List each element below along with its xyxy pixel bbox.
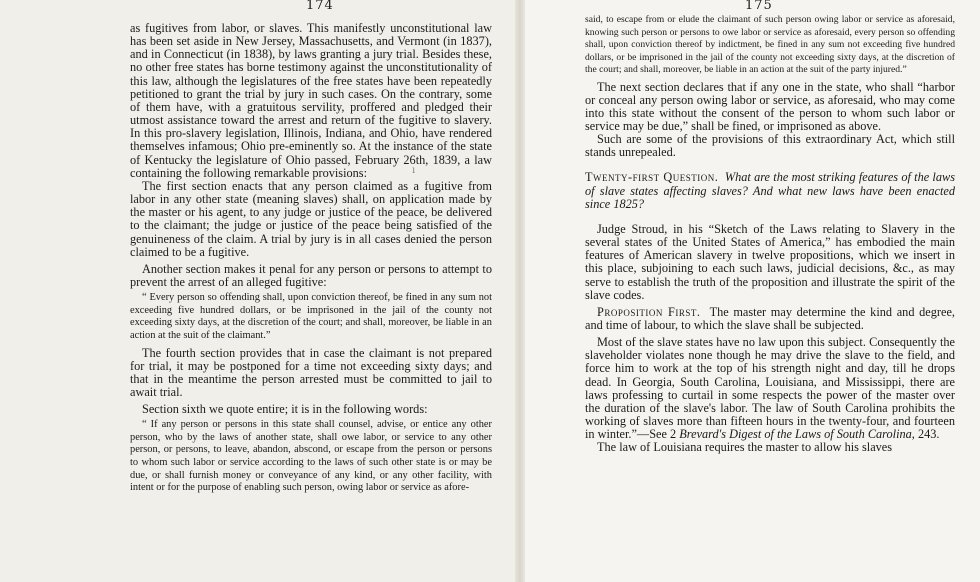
question-heading xyxy=(585,171,955,210)
left-quote-2: “ If any person or persons in this state shall counsel, advise, or entice any other person, who by the laws of another state, shall owe labor, or service to any other person, or persons, to leave, abandon, abscond, or escape from the person or persons to whom such labor or service according to the laws of such other state is or may be due, or shall furnish money or conveyance of any kind, or any other facility, with intent or for the purpose of enabling such person, owing labor or service as afore- xyxy=(130,419,492,494)
left-paragraph-3: Another section makes it penal for any person or persons to attempt to prevent the arrest of an alleged fugitive: xyxy=(130,261,492,289)
right-paragraph-1: The next section declares that if any one in the state, who shall “harbor or conceal any person owing labor or service, as aforesaid, who may come into this state without the consent of the person to whom such labor or service may be due,” shall be fined, or imprisoned as above. xyxy=(585,79,955,133)
right-paragraph-2: Such are some of the provisions of this extraordinary Act, which still stands unrepealed. xyxy=(585,132,955,160)
left-quote-1: “ Every person so offending shall, upon conviction thereof, be fined in any sum not exceeding five hundred dollars, or be imprisoned in the jail of the county not exceeding sixty days, at the discretion of the court; and shall, moreover, be liable in an action at the suit of the claimant.” xyxy=(130,292,492,341)
left-paragraph-1: as fugitives from labor, or slaves. This manifestly unconstitutional law has been set aside in New Jersey, Massachusetts, and Vermont (in 1837), and in Connecticut (in 1838), by laws granting a jury trial. Besides these, no other free states has borne testimony against the unconstitutionality of this law, although the legislatures of the free states have been repeatedly petitioned to grant the trial by jury in such cases. On the contrary, some of them have, with a gratuitous servility, proffered and pledged their utmost assistance toward the arrest and return of the fugitive to slavery. In this pro-slavery legislation, Illinois, Indiana, and Ohio, have rendered themselves infamous; Ohio pre-eminently so. At the instance of the state of Kentucky the legislature of Ohio passed, February 26th, 1839, a law containing the following remarkable provisions: xyxy=(130,21,492,180)
question-text: What are the most striking features of the laws of slave states affecting slaves? And what new laws have been enacted since 1825? xyxy=(585,170,955,211)
right-paragraph-5: The law of Louisiana requires the master to allow his slaves xyxy=(597,440,893,455)
right-paragraph-4-text: Most of the slave states have no law upon this subject. Consequently the slaveholder violates none though he may drive the slave to the field, and force him to work at the top of his strength night and day, till he drops dead. In Georgia, South Carolina, Louisiana, and Mississippi, there are laws professing to curtail in some respects the power of the master over the duration of the slave's labor. The law of South Carolina prohibits the working of slaves more than fifteen hours in the twenty-four, and fourteen in winter.”—See 2 xyxy=(585,335,955,442)
question-label: Twenty-first Question. xyxy=(585,170,719,185)
left-column xyxy=(130,22,492,499)
proposition-label: Proposition First. xyxy=(597,304,701,319)
brevard-citation: Brevard's Digest of the Laws of South Carolina xyxy=(679,427,912,442)
proposition-first xyxy=(585,306,955,332)
left-paragraph-2: The first section enacts that any person claimed as a fugitive from labor in any other state (meaning slaves) shall, on application made by the master or his agent, to any judge or justice of the peace, be delivered to the claimant; the judge or justice of the peace being satisfied of the genuineness of the claim. A trial by jury is in all cases denied the person claimed to be a fugitive. xyxy=(130,178,492,259)
left-paragraph-4: The fourth section provides that in case the claimant is not prepared for trial, it may be postponed for a time not exceeding sixty days; and that in the meantime the person arrested must be committed to jail to await trial. xyxy=(130,345,492,399)
left-paragraph-5: Section sixth we quote entire; it is in the following words: xyxy=(142,402,428,417)
book-gutter xyxy=(515,0,525,582)
left-page-number: 174 xyxy=(306,0,334,13)
right-paragraph-3: Judge Stroud, in his “Sketch of the Laws relating to Slavery in the several states of the United States of America,” has embodied the main features of American slavery in twelve propositions, which we insert in this place, subjoining to each such laws, judicial decisions, &c., as may serve to establish the truth of the proposition and illustrate the spirit of the slave codes. xyxy=(585,221,955,302)
right-page xyxy=(525,0,980,582)
right-paragraph-4 xyxy=(585,336,955,441)
citation-page: , 243. xyxy=(911,427,940,442)
right-page-number: 175 xyxy=(745,0,773,13)
margin-mark: ı xyxy=(412,165,416,176)
proposition-text: The master may determine the kind and degree, and time of labour, to which the slave shall be subjected. xyxy=(585,304,955,332)
right-column xyxy=(585,14,955,455)
right-quote-continued: said, to escape from or elude the claimant of such person owing labor or service as aforesaid, knowing such person or persons to owe labor or service as aforesaid, every person so offending shall, upon conviction thereof by indictment, be fined in any sum not exceeding five hundred dollars, or be imprisoned in the jail of the county not exceeding sixty days, at the discretion of the court; and shall, moreover, be liable in an action at the suit of the party injured.” xyxy=(585,14,955,75)
